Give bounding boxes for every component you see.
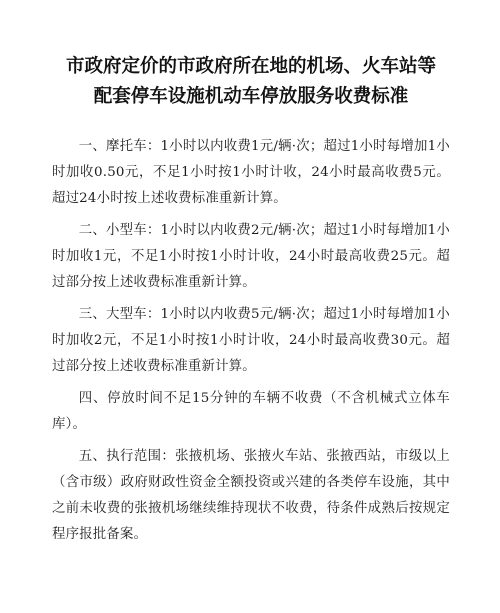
paragraph-scope: 五、执行范围：张掖机场、张掖火车站、张掖西站，市级以上（含市级）政府财政性资金全额投资或兴建的各类停车设施，其中之前未收费的张掖机场继续维持现状不收费，待条件成熟后按规定程序报批备案。 [52,449,450,542]
paragraph-free-period: 四、停放时间不足15分钟的车辆不收费（不含机械式立体车库）。 [52,391,450,432]
paragraph-small-vehicle: 二、小型车：1小时以内收费2元/辆·次；超过1小时每增加1小时加收1元，不足1小时按1小时计收，24小时最高收费25元。超过部分按上述收费标准重新计算。 [52,223,450,290]
paragraph-large-vehicle: 三、大型车：1小时以内收费5元/辆·次；超过1小时每增加1小时加收2元，不足1小时按1小时计收，24小时最高收费30元。超过部分按上述收费标准重新计算。 [52,307,450,374]
paragraph-motorcycle: 一、摩托车：1小时以内收费1元/辆·次；超过1小时每增加1小时加收0.50元，不足1小时按1小时计收，24小时最高收费5元。超过24小时按上述收费标准重新计算。 [52,139,450,206]
title-line-1: 市政府定价的市政府所在地的机场、火车站等 [65,56,436,77]
document-title [52,52,450,112]
title-line-2: 配套停车设施机动车停放服务收费标准 [93,86,409,107]
